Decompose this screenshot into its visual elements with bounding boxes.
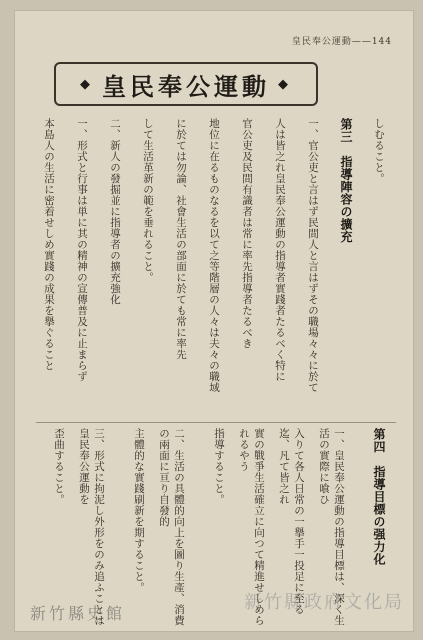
text-column: 一、形式と行事は単に其の精神の宣傳普及に止まらず [76,118,88,382]
title-ornament-right: ◆ [278,76,292,92]
text-column: 地位に在るものなるを以て之等階層の人々は夫々の職域 [208,118,220,393]
text-column: 三、形式に拘泥し外形をのみ追ふことは皇民奉公運動を [78,428,105,626]
archive-watermark: 新竹縣政府文化局 [244,592,404,613]
text-column: しむること。 [373,118,385,184]
text-column: 指導すること。 [213,428,225,505]
text-column: 入りて各人日常の一擧手一投足に至る迄、凡て皆之れ [278,428,305,615]
text-column: 主體的な實踐刷新を期すること。 [133,428,145,593]
text-column: 人は皆之れ皇民奉公運動の指導者實踐者たるべく特に [274,118,286,382]
section-heading: 第三 指導陣容の擴充 [339,118,353,243]
text-column: 歪曲すること。 [53,428,65,505]
text-column: 二、新人の發掘並に指導者の擴充強化 [109,118,121,305]
page-title [54,62,318,106]
title-ornament-left: ◆ [80,76,94,92]
section-heading: 第四 指導目標の强力化 [372,428,386,566]
document-page [14,10,414,632]
text-column: 一、官公吏と言はず民間人と言はずその職場々々に於て [307,118,319,393]
section-divider [36,422,396,423]
text-column: 一、皇民奉公運動の指導目標は、深く生活の實際に喰ひ [318,428,345,626]
text-column: 實の戰爭生活確立に向つて精進せしめられるやう [238,428,265,626]
text-column: して生活革新の範を垂れること。 [142,118,154,283]
text-column: 本島人の生活に密着せしめ實踐の成果を擧ぐること [43,118,55,371]
archive-stamp: 新竹縣史館 [30,604,126,623]
text-column: 官公吏及民間有識者は常に率先指導者たるべき [241,118,253,349]
running-header: 皇民奉公運動——144 [291,37,392,47]
text-column: に於ては勿論、社會生活の部面に於ても常に率先 [175,118,187,360]
title-text: 皇民奉公運動 [102,71,270,101]
text-column: 二、生活の具體的向上を圖り生產、消費の兩面に亘り自發的 [158,428,185,626]
